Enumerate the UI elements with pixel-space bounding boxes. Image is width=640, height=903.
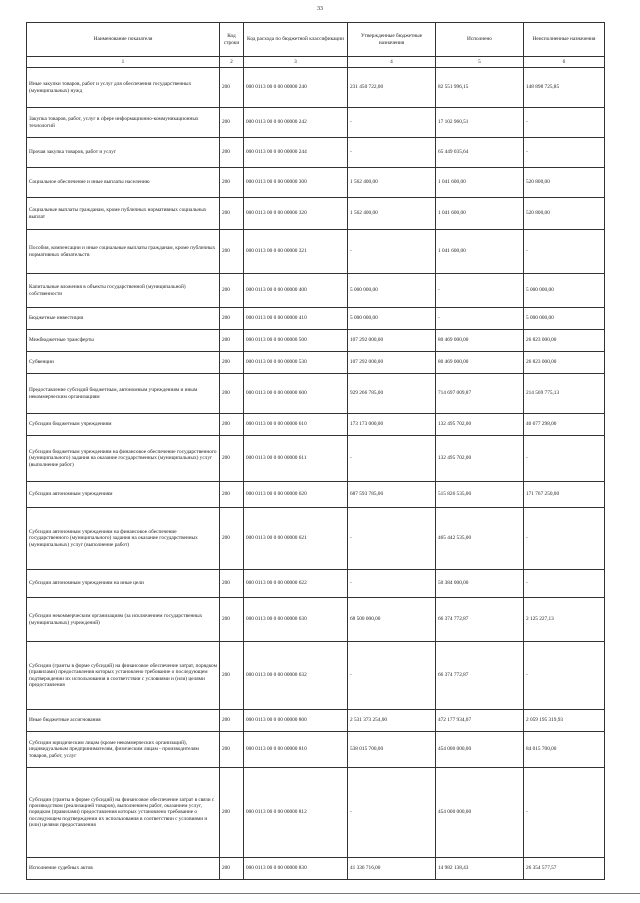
- row-line-code: 200: [220, 230, 244, 274]
- table-row: [27, 168, 605, 198]
- table-row: [27, 352, 605, 374]
- row-name: Социальные выплаты гражданам, кроме публичных нормативных социальных выплат: [27, 198, 220, 230]
- row-name: Бюджетные инвестиции: [27, 308, 220, 330]
- row-expense-code: 000 0113 00 0 00 00000 812: [244, 768, 348, 858]
- row-name: Капитальные вложения в объекты государственной (муниципальной) собственности: [27, 274, 220, 308]
- row-line-code: 200: [220, 274, 244, 308]
- row-expense-code: 000 0113 00 0 00 00000 242: [244, 108, 348, 138]
- row-approved: 41 336 716,00: [348, 858, 436, 880]
- row-unexecuted: -: [524, 436, 605, 482]
- table-row: [27, 308, 605, 330]
- row-approved: 107 292 000,00: [348, 352, 436, 374]
- row-executed: 714 697 009,87: [436, 374, 524, 414]
- row-line-code: 200: [220, 732, 244, 768]
- row-line-code: 200: [220, 138, 244, 168]
- row-line-code: 200: [220, 168, 244, 198]
- table-row: [27, 198, 605, 230]
- row-approved: -: [348, 570, 436, 598]
- table-row: [27, 374, 605, 414]
- column-number-row: [27, 57, 605, 68]
- row-name: Прочая закупка товаров, работ и услуг: [27, 138, 220, 168]
- column-number: 6: [524, 57, 605, 68]
- row-unexecuted: 26 823 000,00: [524, 330, 605, 352]
- row-approved: -: [348, 436, 436, 482]
- row-unexecuted: 214 569 775,13: [524, 374, 605, 414]
- row-executed: 1 041 600,00: [436, 198, 524, 230]
- row-expense-code: 000 0113 00 0 00 00000 410: [244, 308, 348, 330]
- row-executed: 472 177 934,07: [436, 710, 524, 732]
- table-row: [27, 508, 605, 570]
- header-expense-code: Код расхода по бюджетной классификации: [244, 23, 348, 57]
- row-unexecuted: -: [524, 230, 605, 274]
- row-name: Субсидии бюджетным учреждениям на финансовое обеспечение государственного (муниципального) задания на оказание государственных (муниципальных) услуг (выполнение работ): [27, 436, 220, 482]
- row-expense-code: 000 0113 00 0 00 00000 530: [244, 352, 348, 374]
- row-executed: 132 495 702,00: [436, 436, 524, 482]
- row-executed: 80 469 000,00: [436, 330, 524, 352]
- row-expense-code: 000 0113 00 0 00 00000 400: [244, 274, 348, 308]
- row-approved: -: [348, 108, 436, 138]
- row-expense-code: 000 0113 00 0 00 00000 621: [244, 508, 348, 570]
- row-line-code: 200: [220, 198, 244, 230]
- row-expense-code: 000 0113 00 0 00 00000 600: [244, 374, 348, 414]
- row-unexecuted: 171 767 250,00: [524, 482, 605, 508]
- row-name: Субсидии автономным учреждениям на иные цели: [27, 570, 220, 598]
- row-line-code: 200: [220, 436, 244, 482]
- row-name: Закупка товаров, работ, услуг в сфере информационно-коммуникационных технологий: [27, 108, 220, 138]
- row-line-code: 200: [220, 710, 244, 732]
- row-unexecuted: -: [524, 768, 605, 858]
- row-approved: 68 500 000,00: [348, 598, 436, 642]
- row-name: Пособия, компенсации и иные социальные выплаты гражданам, кроме публичных нормативных обязательств: [27, 230, 220, 274]
- budget-execution-table: [26, 22, 605, 880]
- row-unexecuted: 148 898 725,85: [524, 68, 605, 108]
- table-row: [27, 68, 605, 108]
- row-line-code: 200: [220, 858, 244, 880]
- row-approved: -: [348, 768, 436, 858]
- table-row: [27, 858, 605, 880]
- row-executed: 50 384 000,00: [436, 570, 524, 598]
- row-line-code: 200: [220, 482, 244, 508]
- column-number: 5: [436, 57, 524, 68]
- table-row: [27, 108, 605, 138]
- row-line-code: 200: [220, 642, 244, 710]
- row-unexecuted: 26 823 000,00: [524, 352, 605, 374]
- row-name: Субсидии юридическим лицам (кроме некоммерческих организаций), индивидуальным предпринимателям, физическим лицам - производителям товаров, работ, услуг: [27, 732, 220, 768]
- row-name: Субсидии автономным учреждениям: [27, 482, 220, 508]
- row-approved: -: [348, 230, 436, 274]
- row-name: Предоставление субсидий бюджетным, автономным учреждениям и иным некоммерческим организациям: [27, 374, 220, 414]
- row-expense-code: 000 0113 00 0 00 00000 321: [244, 230, 348, 274]
- header-executed: Исполнено: [436, 23, 524, 57]
- row-approved: 5 000 000,00: [348, 308, 436, 330]
- row-unexecuted: 520 800,00: [524, 198, 605, 230]
- row-executed: -: [436, 274, 524, 308]
- row-executed: 80 469 000,00: [436, 352, 524, 374]
- table-row: [27, 732, 605, 768]
- row-name: Иные закупки товаров, работ и услуг для обеспечения государственных (муниципальных) нужд: [27, 68, 220, 108]
- row-approved: 173 173 000,00: [348, 414, 436, 436]
- table-row: [27, 274, 605, 308]
- row-name: Субсидии некоммерческим организациям (за исключением государственных (муниципальных) учреждений): [27, 598, 220, 642]
- row-approved: 1 562 400,00: [348, 198, 436, 230]
- row-line-code: 200: [220, 768, 244, 858]
- row-unexecuted: 5 000 000,00: [524, 308, 605, 330]
- row-line-code: 200: [220, 330, 244, 352]
- table-row: [27, 710, 605, 732]
- row-expense-code: 000 0113 00 0 00 00000 622: [244, 570, 348, 598]
- table-row: [27, 138, 605, 168]
- row-expense-code: 000 0113 00 0 00 00000 611: [244, 436, 348, 482]
- row-line-code: 200: [220, 414, 244, 436]
- row-expense-code: 000 0113 00 0 00 00000 244: [244, 138, 348, 168]
- header-row: [27, 23, 605, 57]
- row-line-code: 200: [220, 570, 244, 598]
- row-line-code: 200: [220, 508, 244, 570]
- row-unexecuted: -: [524, 138, 605, 168]
- table-row: [27, 230, 605, 274]
- row-executed: 515 826 535,00: [436, 482, 524, 508]
- column-number: 2: [220, 57, 244, 68]
- row-approved: -: [348, 138, 436, 168]
- row-line-code: 200: [220, 374, 244, 414]
- row-executed: -: [436, 308, 524, 330]
- row-executed: 66 374 772,87: [436, 642, 524, 710]
- row-expense-code: 000 0113 00 0 00 00000 610: [244, 414, 348, 436]
- table-body: [27, 68, 605, 880]
- row-expense-code: 000 0113 00 0 00 00000 620: [244, 482, 348, 508]
- row-line-code: 200: [220, 68, 244, 108]
- row-line-code: 200: [220, 108, 244, 138]
- header-line-code: Код строки: [220, 23, 244, 57]
- row-unexecuted: 84 015 700,00: [524, 732, 605, 768]
- row-expense-code: 000 0113 00 0 00 00000 800: [244, 710, 348, 732]
- table-row: [27, 436, 605, 482]
- row-name: Социальное обеспечение и иные выплаты населению: [27, 168, 220, 198]
- header-indicator-name: Наименование показателя: [27, 23, 220, 57]
- row-approved: -: [348, 508, 436, 570]
- row-line-code: 200: [220, 352, 244, 374]
- table-row: [27, 414, 605, 436]
- table-row: [27, 330, 605, 352]
- row-name: Межбюджетные трансферты: [27, 330, 220, 352]
- row-executed: 1 041 600,00: [436, 168, 524, 198]
- row-unexecuted: 40 677 298,00: [524, 414, 605, 436]
- page-bottom-rule: [0, 893, 640, 894]
- row-name: Субсидии автономным учреждениям на финансовое обеспечение государственного (муниципального) задания на оказание государственных (муниципальных) услуг (выполнение работ): [27, 508, 220, 570]
- row-executed: 132 495 702,00: [436, 414, 524, 436]
- page-number: 33: [317, 6, 323, 12]
- row-executed: 65 449 035,64: [436, 138, 524, 168]
- table-row: [27, 642, 605, 710]
- row-approved: 687 593 785,00: [348, 482, 436, 508]
- row-unexecuted: -: [524, 508, 605, 570]
- row-expense-code: 000 0113 00 0 00 00000 810: [244, 732, 348, 768]
- row-approved: 2 531 373 254,00: [348, 710, 436, 732]
- row-line-code: 200: [220, 598, 244, 642]
- row-unexecuted: -: [524, 570, 605, 598]
- row-expense-code: 000 0113 00 0 00 00000 500: [244, 330, 348, 352]
- table-row: [27, 570, 605, 598]
- table-row: [27, 768, 605, 858]
- row-approved: -: [348, 642, 436, 710]
- row-unexecuted: -: [524, 642, 605, 710]
- column-number: 1: [27, 57, 220, 68]
- row-unexecuted: 2 059 195 319,93: [524, 710, 605, 732]
- row-name: Субвенции: [27, 352, 220, 374]
- row-expense-code: 000 0113 00 0 00 00000 632: [244, 642, 348, 710]
- row-executed: 454 000 000,00: [436, 732, 524, 768]
- column-number: 3: [244, 57, 348, 68]
- row-name: Субсидии (гранты в форме субсидий) на финансовое обеспечение затрат в связи с производством (реализацией товаров), выполнением работ, оказанием услуг, порядком (правилами) предоставления которых установлено требование о последующем подтверждении их использования в соответствии с условиями и (или) целями предоставления: [27, 768, 220, 858]
- header-unexecuted: Неисполненные назначения: [524, 23, 605, 57]
- row-executed: 465 442 535,00: [436, 508, 524, 570]
- row-name: Субсидии (гранты в форме субсидий) на финансовое обеспечение затрат, порядком (правилами) предоставления которых установлено требование о последующем подтверждении их использования в соответствии с условиями и (или) целями предоставления: [27, 642, 220, 710]
- row-executed: 14 982 138,43: [436, 858, 524, 880]
- row-unexecuted: -: [524, 108, 605, 138]
- row-unexecuted: 2 125 227,13: [524, 598, 605, 642]
- row-expense-code: 000 0113 00 0 00 00000 630: [244, 598, 348, 642]
- row-expense-code: 000 0113 00 0 00 00000 320: [244, 198, 348, 230]
- row-line-code: 200: [220, 308, 244, 330]
- row-expense-code: 000 0113 00 0 00 00000 830: [244, 858, 348, 880]
- row-name: Иные бюджетные ассигнования: [27, 710, 220, 732]
- row-expense-code: 000 0113 00 0 00 00000 240: [244, 68, 348, 108]
- column-number: 4: [348, 57, 436, 68]
- row-approved: 231 450 722,00: [348, 68, 436, 108]
- table-row: [27, 598, 605, 642]
- row-executed: 82 551 996,15: [436, 68, 524, 108]
- row-unexecuted: 26 354 577,57: [524, 858, 605, 880]
- row-executed: 454 000 000,00: [436, 768, 524, 858]
- row-executed: 1 041 600,00: [436, 230, 524, 274]
- row-approved: 929 266 785,00: [348, 374, 436, 414]
- row-executed: 66 374 772,87: [436, 598, 524, 642]
- header-approved: Утвержденные бюджетные назначения: [348, 23, 436, 57]
- table-row: [27, 482, 605, 508]
- row-name: Исполнение судебных актов: [27, 858, 220, 880]
- row-approved: 1 562 400,00: [348, 168, 436, 198]
- row-executed: 17 102 960,51: [436, 108, 524, 138]
- row-name: Субсидии бюджетным учреждениям: [27, 414, 220, 436]
- row-expense-code: 000 0113 00 0 00 00000 300: [244, 168, 348, 198]
- row-approved: 5 000 000,00: [348, 274, 436, 308]
- row-unexecuted: 5 000 000,00: [524, 274, 605, 308]
- row-approved: 538 015 700,00: [348, 732, 436, 768]
- row-unexecuted: 520 800,00: [524, 168, 605, 198]
- row-approved: 107 292 000,00: [348, 330, 436, 352]
